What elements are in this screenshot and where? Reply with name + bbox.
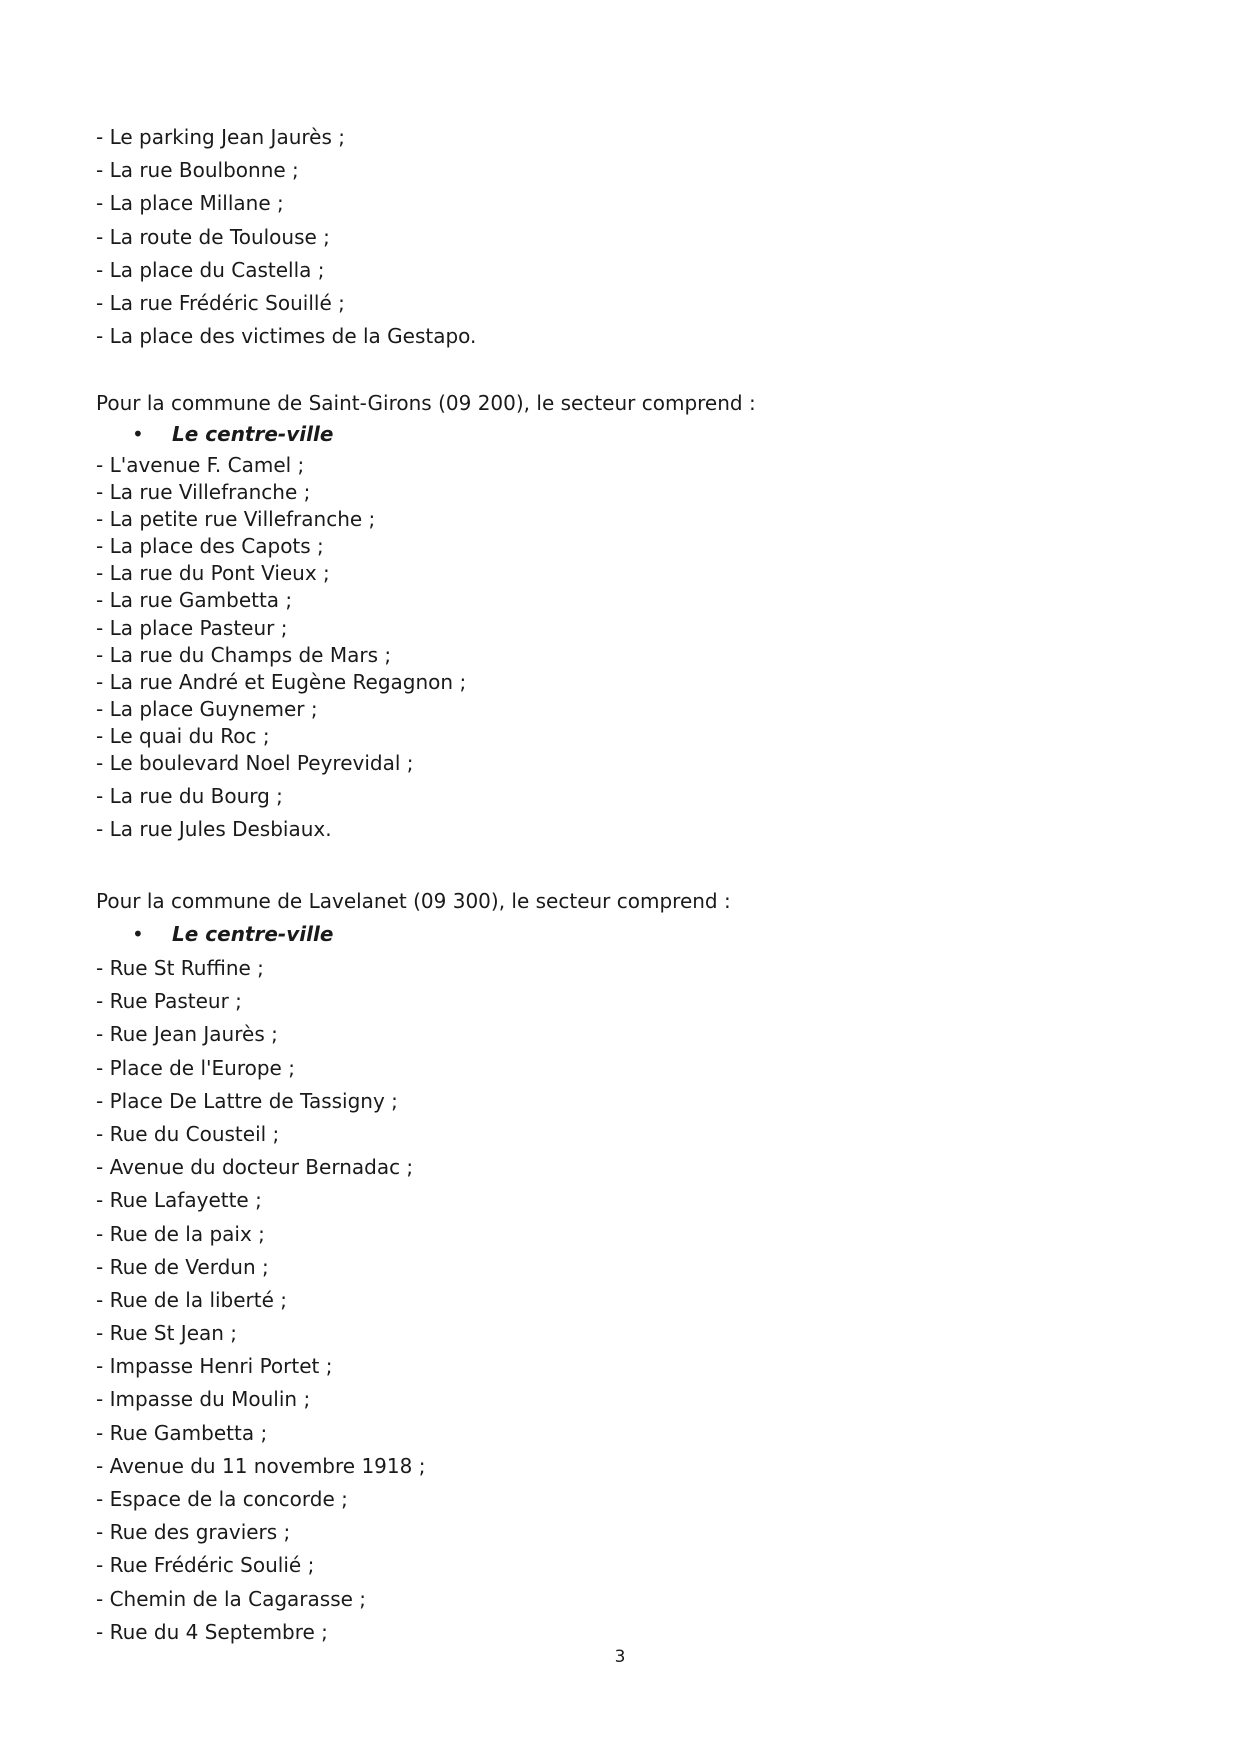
street-item: - Place De Lattre de Tassigny ; (96, 1088, 398, 1113)
street-item: - La place des Capots ; (96, 534, 324, 559)
street-item: - La rue du Champs de Mars ; (96, 642, 392, 667)
street-item: - Avenue du docteur Bernadac ; (96, 1155, 414, 1180)
street-item: - Rue Jean Jaurès ; (96, 1022, 278, 1047)
street-item: - La rue du Bourg ; (96, 784, 283, 809)
street-item: - Place de l'Europe ; (96, 1055, 295, 1080)
street-item: - Rue du 4 Septembre ; (96, 1619, 328, 1644)
street-item: - La rue Gambetta ; (96, 588, 293, 613)
street-item: - La place des victimes de la Gestapo. (96, 324, 477, 349)
street-item: - Rue Frédéric Soulié ; (96, 1553, 315, 1578)
street-list-previous-commune (96, 121, 476, 353)
street-item: - Le boulevard Noel Peyrevidal ; (96, 751, 414, 776)
lavelanet-intro: Pour la commune de Lavelanet (09 300), le secteur comprend : (96, 889, 731, 913)
street-item: - Le quai du Roc ; (96, 723, 270, 748)
bullet-icon: • (132, 422, 144, 446)
street-item: - La place Pasteur ; (96, 615, 288, 640)
st-girons-subheading (132, 420, 333, 448)
street-item: - Rue des graviers ; (96, 1520, 291, 1545)
street-item: - La rue du Pont Vieux ; (96, 561, 330, 586)
street-item: - L'avenue F. Camel ; (96, 453, 305, 477)
street-item: - Rue de la liberté ; (96, 1287, 288, 1312)
street-item: - La rue Jules Desbiaux. (96, 817, 332, 842)
street-item: - La route de Toulouse ; (96, 224, 330, 249)
street-item: - Impasse du Moulin ; (96, 1387, 311, 1412)
street-item: - Rue Gambetta ; (96, 1420, 268, 1445)
street-item: - Rue St Ruffine ; (96, 956, 264, 980)
street-list-st-girons (96, 452, 466, 843)
street-item: - Rue Lafayette ; (96, 1188, 262, 1213)
street-item: - Avenue du 11 novembre 1918 ; (96, 1453, 426, 1478)
street-item: - La rue André et Eugène Regagnon ; (96, 669, 467, 694)
street-item: - La rue Frédéric Souillé ; (96, 290, 345, 315)
lavelanet-subheading (132, 920, 333, 948)
street-item: - Le parking Jean Jaurès ; (96, 125, 345, 149)
street-item: - La place du Castella ; (96, 257, 325, 282)
street-item: - La petite rue Villefranche ; (96, 507, 376, 532)
bullet-icon: • (132, 922, 144, 946)
street-item: - Impasse Henri Portet ; (96, 1354, 333, 1379)
street-item: - Rue St Jean ; (96, 1321, 238, 1346)
street-item: - La rue Boulbonne ; (96, 158, 299, 183)
street-item: - La place Guynemer ; (96, 696, 318, 721)
page-number: 3 (614, 1647, 626, 1667)
st-girons-intro: Pour la commune de Saint-Girons (09 200), le secteur comprend : (96, 391, 756, 415)
street-item: - Chemin de la Cagarasse ; (96, 1586, 367, 1611)
street-item: - Rue Pasteur ; (96, 989, 242, 1014)
street-item: - Rue de la paix ; (96, 1221, 265, 1246)
subheading-text: Le centre-ville (172, 422, 334, 446)
street-item: - Rue du Cousteil ; (96, 1121, 280, 1146)
subheading-text: Le centre-ville (172, 922, 334, 946)
street-item: - Espace de la concorde ; (96, 1487, 348, 1511)
street-item: - La place Millane ; (96, 191, 284, 216)
street-list-lavelanet (96, 952, 425, 1649)
street-item: - La rue Villefranche ; (96, 480, 311, 505)
street-item: - Rue de Verdun ; (96, 1254, 269, 1279)
